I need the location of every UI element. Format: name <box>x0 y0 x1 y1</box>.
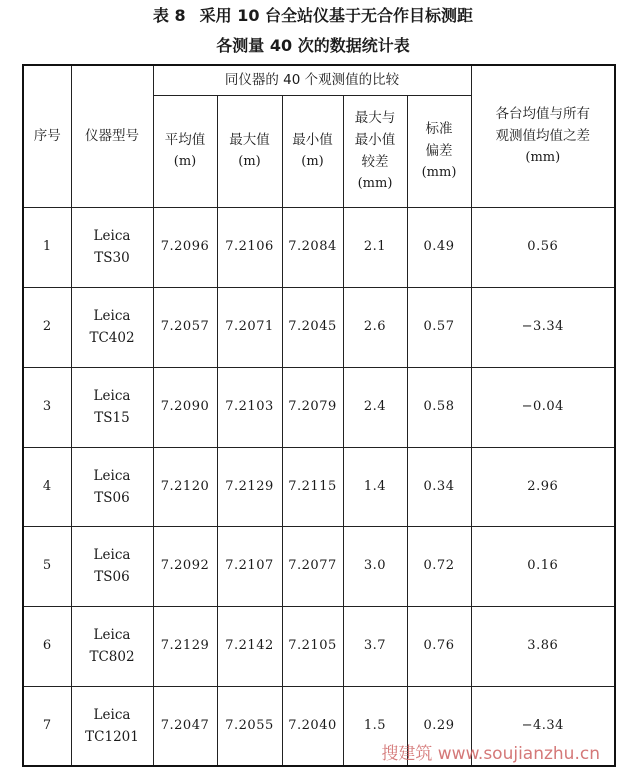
header-min <box>282 95 343 207</box>
cell-std: 0.29 <box>407 686 471 766</box>
cell-std: 0.72 <box>407 526 471 606</box>
cell-range: 1.4 <box>343 447 407 526</box>
header-index: 序号 <box>23 65 71 207</box>
table-title-line1: 采用 10 台全站仪基于无合作目标测距 <box>199 6 474 25</box>
header-std-line1: 标准 <box>425 121 453 137</box>
cell-model-name: TC402 <box>89 330 135 346</box>
cell-max: 7.2071 <box>217 287 282 367</box>
cell-min: 7.2040 <box>282 686 343 766</box>
cell-min: 7.2105 <box>282 606 343 686</box>
header-std-unit: (mm) <box>421 165 457 180</box>
cell-max: 7.2055 <box>217 686 282 766</box>
cell-min: 7.2077 <box>282 526 343 606</box>
table-row <box>23 367 615 447</box>
cell-diff: 3.86 <box>471 606 615 686</box>
cell-brand: Leica <box>93 388 131 404</box>
cell-max: 7.2106 <box>217 207 282 287</box>
cell-mean: 7.2057 <box>153 287 217 367</box>
cell-model-name: TS30 <box>94 250 130 266</box>
cell-index: 6 <box>23 606 71 686</box>
cell-model-name: TC802 <box>89 649 135 665</box>
cell-std: 0.34 <box>407 447 471 526</box>
cell-brand: Leica <box>93 547 131 563</box>
cell-max: 7.2107 <box>217 526 282 606</box>
header-mean-difference-unit: (mm) <box>525 150 561 166</box>
cell-model-name: TC1201 <box>85 728 139 745</box>
cell-mean: 7.2096 <box>153 207 217 287</box>
table-row <box>23 606 615 686</box>
table-title-line2: 各测量 40 次的数据统计表 <box>216 36 410 55</box>
cell-min: 7.2115 <box>282 447 343 526</box>
cell-min: 7.2084 <box>282 207 343 287</box>
cell-brand: Leica <box>93 228 131 244</box>
table-number: 表 8 <box>152 6 186 25</box>
cell-range: 1.5 <box>343 686 407 766</box>
header-min-unit: (m) <box>301 154 324 169</box>
statistics-table <box>22 64 616 767</box>
cell-model <box>71 526 153 606</box>
header-group-comparison: 同仪器的 40 个观测值的比较 <box>153 65 471 95</box>
cell-range: 2.1 <box>343 207 407 287</box>
cell-range: 2.4 <box>343 367 407 447</box>
table-row <box>23 287 615 367</box>
header-std <box>407 95 471 207</box>
cell-min: 7.2045 <box>282 287 343 367</box>
cell-model <box>71 447 153 526</box>
watermark-text: 搜建筑 www.soujianzhu.cn <box>381 744 600 764</box>
header-range-line2: 最小值 <box>354 132 396 148</box>
header-min-label: 最小值 <box>292 132 333 148</box>
cell-index: 2 <box>23 287 71 367</box>
cell-max: 7.2129 <box>217 447 282 526</box>
header-range <box>343 95 407 207</box>
cell-range: 2.6 <box>343 287 407 367</box>
cell-index: 4 <box>23 447 71 526</box>
cell-diff: −0.04 <box>471 367 615 447</box>
cell-brand: Leica <box>93 706 131 723</box>
cell-mean: 7.2129 <box>153 606 217 686</box>
cell-diff: −3.34 <box>471 287 615 367</box>
header-mean-difference <box>471 65 615 207</box>
cell-mean: 7.2120 <box>153 447 217 526</box>
header-std-line2: 偏差 <box>425 143 453 159</box>
cell-brand: Leica <box>93 627 131 643</box>
cell-diff: −4.34 <box>471 686 615 766</box>
header-range-unit: (mm) <box>357 176 393 191</box>
cell-model-name: TS06 <box>94 569 130 585</box>
cell-range: 3.0 <box>343 526 407 606</box>
cell-model <box>71 207 153 287</box>
cell-index: 7 <box>23 686 71 766</box>
cell-index: 3 <box>23 367 71 447</box>
cell-model <box>71 606 153 686</box>
cell-min: 7.2079 <box>282 367 343 447</box>
header-mean-difference-line2: 观测值均值之差 <box>495 128 591 145</box>
cell-std: 0.58 <box>407 367 471 447</box>
header-max-label: 最大值 <box>229 132 270 148</box>
cell-std: 0.49 <box>407 207 471 287</box>
cell-model <box>71 686 153 766</box>
cell-model-name: TS15 <box>94 410 130 426</box>
header-max-unit: (m) <box>238 154 261 169</box>
cell-max: 7.2103 <box>217 367 282 447</box>
cell-std: 0.76 <box>407 606 471 686</box>
cell-index: 1 <box>23 207 71 287</box>
cell-model-name: TS06 <box>94 489 130 506</box>
cell-index: 5 <box>23 526 71 606</box>
header-range-line1: 最大与 <box>354 110 396 126</box>
header-model: 仪器型号 <box>71 65 153 207</box>
table-row <box>23 207 615 287</box>
cell-max: 7.2142 <box>217 606 282 686</box>
cell-model <box>71 367 153 447</box>
cell-mean: 7.2047 <box>153 686 217 766</box>
cell-model <box>71 287 153 367</box>
cell-std: 0.57 <box>407 287 471 367</box>
table-row <box>23 447 615 526</box>
header-mean-unit: (m) <box>173 154 197 169</box>
cell-brand: Leica <box>93 467 131 484</box>
table-row <box>23 526 615 606</box>
header-range-line3: 较差 <box>361 154 389 170</box>
cell-brand: Leica <box>93 308 131 324</box>
cell-mean: 7.2090 <box>153 367 217 447</box>
cell-diff: 0.56 <box>471 207 615 287</box>
header-mean-difference-line1: 各台均值与所有 <box>495 106 591 123</box>
cell-mean: 7.2092 <box>153 526 217 606</box>
header-mean <box>153 95 217 207</box>
cell-diff: 2.96 <box>471 447 615 526</box>
cell-diff: 0.16 <box>471 526 615 606</box>
table-caption <box>0 6 626 26</box>
header-max <box>217 95 282 207</box>
cell-range: 3.7 <box>343 606 407 686</box>
header-mean-label: 平均值 <box>164 132 206 148</box>
